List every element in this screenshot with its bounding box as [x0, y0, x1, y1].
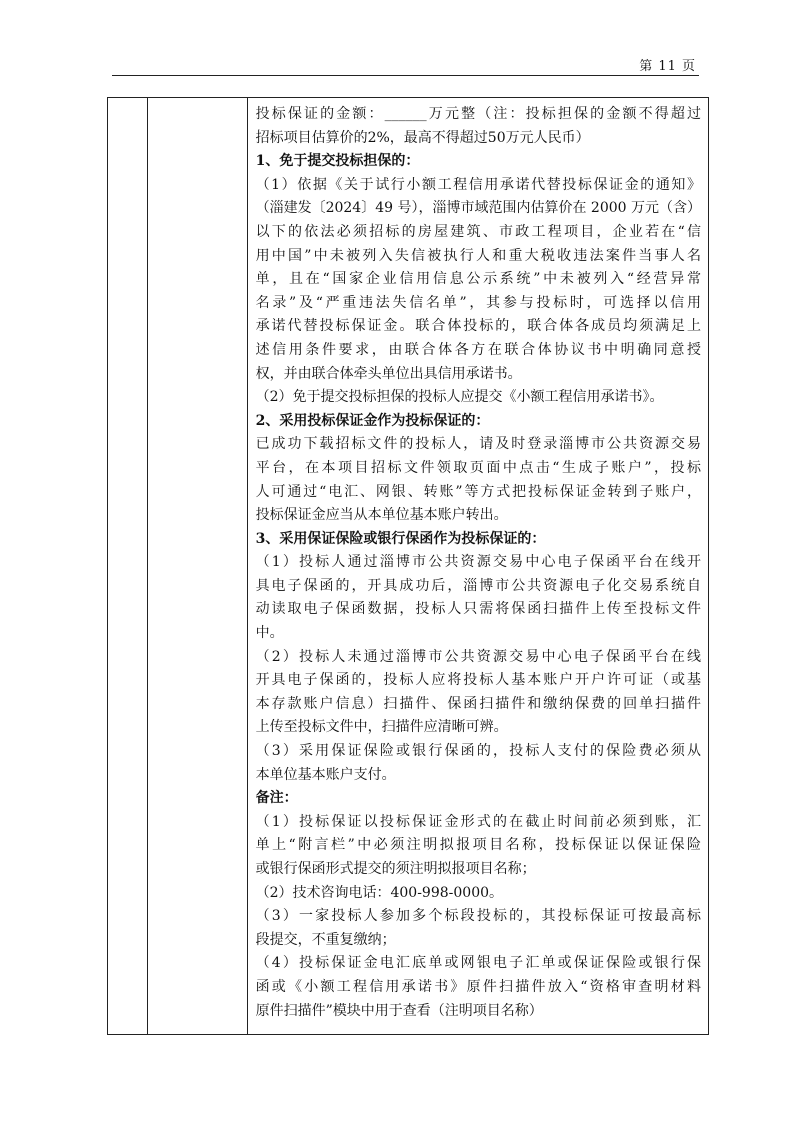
content-line: 2、采用投标保证金作为投标保证的：	[255, 412, 490, 429]
table-column-content	[248, 98, 708, 1034]
content-line: 承诺代替投标保证金。联合体投标的，联合体各成员均须满足上	[255, 318, 701, 335]
content-line: （4）投标保证金电汇底单或网银电子汇单或保证保险或银行保	[255, 955, 701, 972]
content-line: 单上“附言栏”中必须注明拟报项目名称，投标保证以保证保险	[255, 837, 701, 854]
content-line: 投标保证金应当从本单位基本账户转出。	[255, 507, 508, 524]
content-line: 动读取电子保函数据，投标人只需将保函扫描件上传至投标文件	[255, 601, 701, 618]
content-line: 平台，在本项目招标文件领取页面中点击“生成子账户”，投标	[255, 459, 701, 476]
content-line: 名录”及“严重违法失信名单”，其参与投标时，可选择以信用	[255, 294, 701, 311]
page-number: 第 11 页	[639, 59, 696, 74]
content-line: （1）投标保证以投标保证金形式的在截止时间前必须到账，汇	[255, 813, 701, 830]
content-line: 中。	[255, 625, 284, 642]
content-table	[107, 97, 709, 1035]
content-line: 或银行保函形式提交的须注明拟报项目名称；	[255, 861, 536, 877]
table-column-index	[108, 98, 148, 1034]
content-line: （淄建发〔2024〕49 号），淄博市域范围内估算价在 2000 万元（含）	[255, 200, 701, 217]
content-line: 述信用条件要求，由联合体各方在联合体协议书中明确同意授	[255, 341, 701, 358]
content-line: （1）依据《关于试行小额工程信用承诺代替投标保证金的通知》	[255, 176, 701, 193]
content-line: 原件扫描件”模块中用于查看（注明项目名称）	[255, 1002, 543, 1019]
content-line: （2）技术咨询电话：400-998-0000。	[255, 884, 504, 901]
content-line: 用中国”中未被列入失信被执行人和重大税收违法案件当事人名	[255, 247, 701, 264]
content-line: 本存款账户信息）扫描件、保函扫描件和缴纳保费的回单扫描件	[255, 695, 701, 712]
content-line: 人可通过“电汇、网银、转账”等方式把投标保证金转到子账户，	[255, 483, 701, 500]
content-line: 1、免于提交投标担保的：	[255, 153, 420, 170]
content-line: 投标保证的金额：______万元整（注：投标担保的金额不得超过	[255, 106, 701, 122]
content-line: （2）投标人未通过淄博市公共资源交易中心电子保函平台在线	[255, 648, 701, 665]
content-line: 具电子保函的，开具成功后，淄博市公共资源电子化交易系统自	[255, 577, 701, 594]
content-line: 招标项目估算价的2%，最高不得超过50万元人民币）	[255, 129, 590, 146]
content-line: 权，并由联合体牵头单位出具信用承诺书。	[255, 365, 522, 382]
content-line: 函或《小额工程信用承诺书》原件扫描件放入“资格审查明材料	[255, 978, 701, 995]
content-line: 3、采用保证保险或银行保函作为投标保证的：	[255, 530, 546, 547]
table-column-item	[148, 98, 248, 1034]
content-line: 段提交，不重复缴纳；	[255, 931, 396, 948]
content-line: （3）采用保证保险或银行保函的，投标人支付的保险费必须从	[255, 743, 701, 760]
content-line: 本单位基本账户支付。	[255, 766, 396, 783]
content-line: 已成功下载招标文件的投标人，请及时登录淄博市公共资源交易	[255, 436, 701, 453]
content-line: 以下的依法必须招标的房屋建筑、市政工程项目，企业若在“信	[255, 223, 701, 240]
content-line: 开具电子保函的，投标人应将投标人基本账户开户许可证（或基	[255, 672, 701, 689]
content-line: （2）免于提交投标担保的投标人应提交《小额工程信用承诺书》。	[255, 389, 664, 406]
content-line: 单，且在“国家企业信用信息公示系统”中未被列入“经营异常	[255, 271, 701, 288]
content-line: （3）一家投标人参加多个标段投标的，其投标保证可按最高标	[255, 908, 701, 925]
content-line: 上传至投标文件中，扫描件应清晰可辨。	[255, 719, 508, 736]
header-rule	[112, 75, 699, 76]
content-line: 备注：	[255, 790, 298, 807]
content-line: （1）投标人通过淄博市公共资源交易中心电子保函平台在线开	[255, 554, 701, 571]
